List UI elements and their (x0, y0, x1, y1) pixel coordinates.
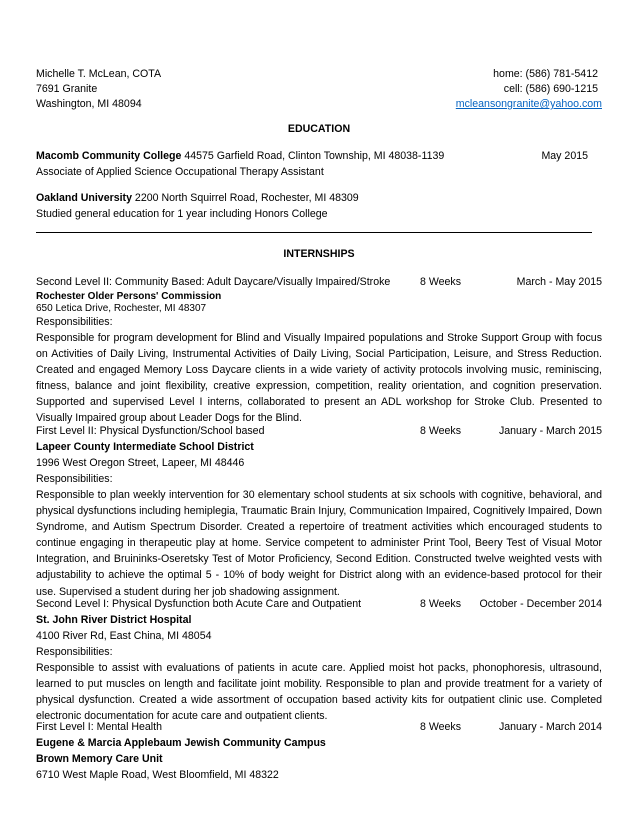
internship-4-address: 6710 West Maple Road, West Bloomfield, MI 48322 (36, 769, 279, 781)
section-divider (36, 232, 592, 233)
degree-detail: Associate of Applied Science Occupational Therapy Assistant (36, 166, 324, 178)
internship-duration: 8 Weeks (420, 721, 462, 733)
internship-4-title-row (36, 719, 602, 735)
school-address: 2200 North Squirrel Road, Rochester, MI 48309 (131, 192, 359, 204)
internship-dates: January - March 2015 (498, 425, 602, 437)
school-name: Oakland University (36, 192, 132, 204)
internship-title: Second Level II: Community Based: Adult Daycare/Visually Impaired/Stroke (36, 276, 391, 288)
school-name: Macomb Community College (36, 150, 182, 162)
internship-1-responsibilities-label: Responsibilities: (36, 316, 113, 328)
cell-phone: cell: (586) 690-1215 (503, 83, 598, 95)
internship-2-org: Lapeer County Intermediate School District (36, 441, 254, 453)
internship-2-responsibilities-label: Responsibilities: (36, 473, 113, 485)
contact-name: Michelle T. McLean, COTA (36, 68, 162, 80)
internship-1-address: 650 Letica Drive, Rochester, MI 48307 (36, 303, 207, 314)
internship-1-description: Responsible for program development for Blind and Visually Impaired populations and Stroke Support Group with focus on Activities of Daily Living, Instrumental Activities of Daily Living, Social Participation, Leisure, and Stress Reduction. Created and engaged Memory Loss Daycare clients in a wide variety of activity protocols involving music, reminiscing, fitness, balance and joint flexibility, creative expression, competition, reality orientation, and cognition preservation. Supported and supervised Level I interns, collaborated to present an ADL workshop for Stroke Club. Presented to Visually Impaired group about Leader Dogs for the Blind. (36, 332, 602, 425)
internship-1-title-row (36, 274, 602, 290)
internship-duration: 8 Weeks (420, 276, 462, 288)
contact-city: Washington, MI 48094 (36, 98, 142, 110)
contact-row-3 (36, 96, 602, 112)
internship-3-address: 4100 River Rd, East China, MI 48054 (36, 630, 212, 642)
contact-row-2 (36, 81, 602, 97)
internship-2-address: 1996 West Oregon Street, Lapeer, MI 48446 (36, 457, 245, 469)
home-phone: home: (586) 781-5412 (493, 68, 598, 80)
education-heading: EDUCATION (287, 123, 351, 135)
email-link[interactable]: mcleansongranite@yahoo.com (455, 98, 602, 110)
internship-3-org: St. John River District Hospital (36, 614, 192, 626)
internship-title: Second Level I: Physical Dysfunction both Acute Care and Outpatient (36, 598, 362, 610)
internship-dates: January - March 2014 (498, 721, 602, 733)
contact-street: 7691 Granite (36, 83, 98, 95)
contact-row-1 (36, 66, 602, 82)
internship-4-org: Eugene & Marcia Applebaum Jewish Community Campus (36, 737, 326, 749)
education-entry-oakland (36, 190, 602, 206)
internship-2-description: Responsible to plan weekly intervention for 30 elementary school students at six schools with cognitive, behavioral, and physical dysfunctions including hemiplegia, Traumatic Brain Injury, Communication Impaired, Cognitively Impaired, Down Syndrome, and Autism Spectrum Disorder. Created a repertoire of treatment activities which encouraged students to continue engaging in therapeutic play at home. Service competent to administer Print Tool, Beery Test of Visual Motor Integration, and Bruininks-Oseretsky Test of Motor Proficiency, Second Edition. Constructed twelve weighted vests with adjustability to achieve the optimal 5 - 10% of body weight for District along with an evidence-based protocol for their use. Supervised a student during her job shadowing assignment. (36, 489, 602, 598)
internship-duration: 8 Weeks (420, 425, 462, 437)
internship-dates: October - December 2014 (479, 598, 602, 610)
internship-dates: March - May 2015 (516, 276, 602, 288)
internship-1-org: Rochester Older Persons' Commission (36, 291, 222, 302)
internship-2-title-row (36, 423, 602, 439)
internship-3-title-row (36, 596, 602, 612)
graduation-date: May 2015 (541, 150, 588, 162)
internship-duration: 8 Weeks (420, 598, 462, 610)
education-entry-macomb (36, 148, 602, 164)
internship-4-org-unit: Brown Memory Care Unit (36, 753, 163, 765)
internship-title: First Level II: Physical Dysfunction/School based (36, 425, 265, 437)
internship-3-responsibilities-label: Responsibilities: (36, 646, 113, 658)
internships-heading: INTERNSHIPS (283, 248, 355, 260)
internship-title: First Level I: Mental Health (36, 721, 162, 733)
study-detail: Studied general education for 1 year including Honors College (36, 208, 328, 220)
school-address: 44575 Garfield Road, Clinton Township, MI 48038-1139 (181, 150, 445, 162)
internship-3-description: Responsible to assist with evaluations of patients in acute care. Applied moist hot packs, phonophoresis, ultrasound, learned to put muscles on length and facilitate joint mobility. Responsible to plan and provide treatment for a variety of physical dysfunction. Created a wide assortment of occupation based activity kits for outpatient clinic use. Completed electronic documentation for acute care and outpatient clients. (36, 662, 602, 723)
